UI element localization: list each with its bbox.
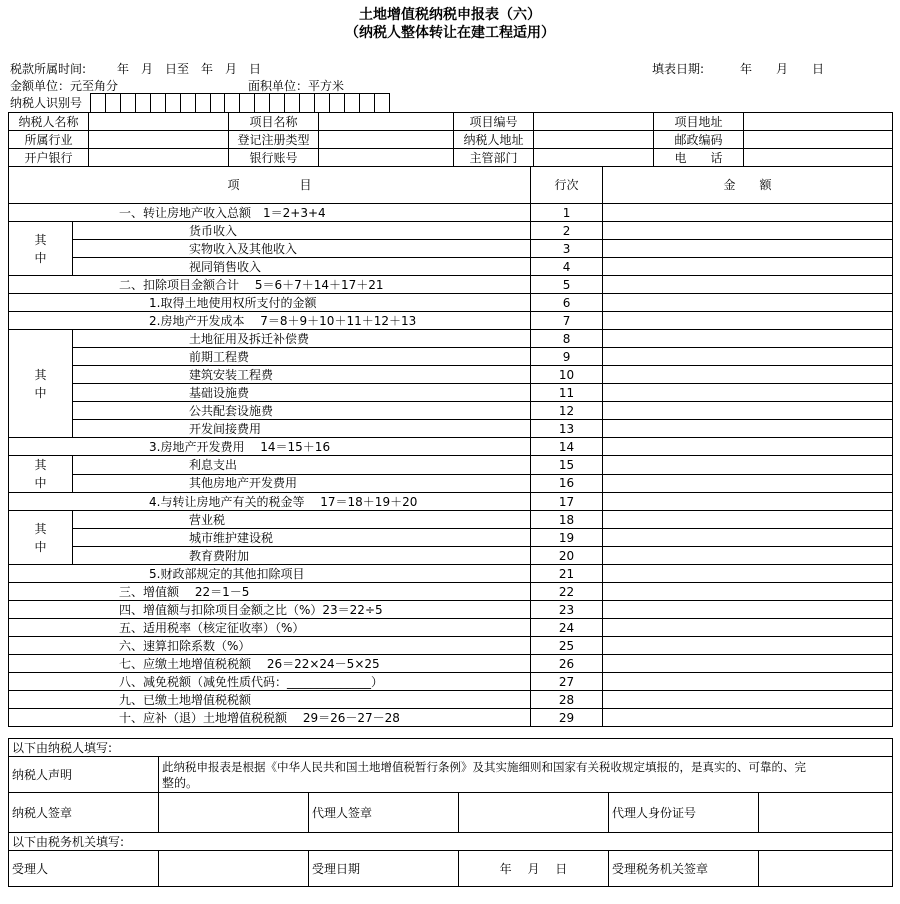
receive-date-field[interactable]: 年 月 日 xyxy=(459,851,609,887)
amount-field[interactable] xyxy=(603,493,893,511)
amount-field[interactable] xyxy=(603,583,893,601)
item-label: 公共配套设施费 xyxy=(73,402,531,420)
declaration-label: 纳税人声明 xyxy=(9,757,159,793)
receiver-label: 受理人 xyxy=(9,851,159,887)
bank-field[interactable] xyxy=(89,149,229,167)
line-number: 28 xyxy=(531,691,603,709)
amount-field[interactable] xyxy=(603,294,893,312)
item-label: 利息支出 xyxy=(73,456,531,475)
registration-type-label: 登记注册类型 xyxy=(229,131,319,149)
item-label: 基础设施费 xyxy=(73,384,531,402)
qizhong-text: 其中 xyxy=(34,521,47,554)
phone-field[interactable] xyxy=(744,149,893,167)
line-number: 25 xyxy=(531,637,603,655)
item-label: 其他房地产开发费用 xyxy=(73,474,531,493)
period-value: 年 月 日至 年 月 日 xyxy=(117,62,262,76)
period-label: 税款所属时间: xyxy=(10,62,87,76)
line-number: 8 xyxy=(531,330,603,348)
amount-field[interactable] xyxy=(603,709,893,727)
header-line-no: 行次 xyxy=(531,167,603,204)
line-number: 21 xyxy=(531,565,603,583)
line-number: 15 xyxy=(531,456,603,475)
registration-type-field[interactable] xyxy=(319,131,454,149)
industry-label: 所属行业 xyxy=(9,131,89,149)
line-number: 2 xyxy=(531,222,603,240)
taxpayer-sign-label: 纳税人签章 xyxy=(9,793,159,833)
bank-account-field[interactable] xyxy=(319,149,454,167)
bank-account-label: 银行账号 xyxy=(229,149,319,167)
authority-field[interactable] xyxy=(534,149,654,167)
taxpayer-fill-note: 以下由纳税人填写: xyxy=(9,739,893,757)
line-number: 17 xyxy=(531,493,603,511)
item-label: 视同销售收入 xyxy=(73,258,531,276)
taxpayer-id-label: 纳税人识别号 xyxy=(10,96,83,110)
agent-sign-field[interactable] xyxy=(459,793,609,833)
item-label: 六、速算扣除系数（%） xyxy=(9,637,531,655)
item-label: 一、转让房地产收入总额 1＝2+3+4 xyxy=(9,204,531,222)
id-digit-box[interactable] xyxy=(374,94,389,113)
taxpayer-name-field[interactable] xyxy=(89,113,229,131)
fill-date-value: 年 月 日 xyxy=(740,62,825,76)
amount-field[interactable] xyxy=(603,511,893,529)
item-label: 前期工程费 xyxy=(73,348,531,366)
item-label: 2.房地产开发成本 7＝8＋9＋10＋11＋12＋13 xyxy=(9,312,531,330)
project-number-field[interactable] xyxy=(534,113,654,131)
amount-field[interactable] xyxy=(603,276,893,294)
line-number: 14 xyxy=(531,438,603,456)
amount-field[interactable] xyxy=(603,529,893,547)
item-label: 城市维护建设税 xyxy=(73,529,531,547)
item-label: 五、适用税率（核定征收率）（%） xyxy=(9,619,531,637)
tax-office-fill-note: 以下由税务机关填写: xyxy=(9,833,893,851)
line-number: 1 xyxy=(531,204,603,222)
item-label: 二、扣除项目金额合计 5＝6＋7＋14＋17＋21 xyxy=(9,276,531,294)
line-number: 9 xyxy=(531,348,603,366)
header-item: 项 目 xyxy=(9,167,531,204)
item-label: 十、应补（退）土地增值税税额 29＝26－27－28 xyxy=(9,709,531,727)
id-digit-box[interactable] xyxy=(150,94,165,113)
item-label: 教育费附加 xyxy=(73,547,531,565)
id-digit-box[interactable] xyxy=(135,94,150,113)
amount-field[interactable] xyxy=(603,565,893,583)
line-number: 26 xyxy=(531,655,603,673)
amount-field[interactable] xyxy=(603,384,893,402)
amount-field[interactable] xyxy=(603,312,893,330)
item-label: 3.房地产开发费用 14＝15＋16 xyxy=(9,438,531,456)
item-label: 营业税 xyxy=(73,511,531,529)
amount-field[interactable] xyxy=(603,366,893,384)
line-number: 12 xyxy=(531,402,603,420)
item-label: 七、应缴土地增值税税额 26＝22×24－5×25 xyxy=(9,655,531,673)
item-label: 四、增值额与扣除项目金额之比（%）23＝22÷5 xyxy=(9,601,531,619)
agent-id-label: 代理人身份证号 xyxy=(609,793,759,833)
amount-field[interactable] xyxy=(603,474,893,493)
line-number: 11 xyxy=(531,384,603,402)
id-digit-box[interactable] xyxy=(91,94,106,113)
id-digit-box[interactable] xyxy=(210,94,225,113)
line-number: 4 xyxy=(531,258,603,276)
receiver-field[interactable] xyxy=(159,851,309,887)
id-digit-box[interactable] xyxy=(300,94,315,113)
id-digit-box[interactable] xyxy=(359,94,374,113)
line-number: 27 xyxy=(531,673,603,691)
taxpayer-address-label: 纳税人地址 xyxy=(454,131,534,149)
id-digit-box[interactable] xyxy=(105,94,120,113)
amount-field[interactable] xyxy=(603,420,893,438)
amount-field[interactable] xyxy=(603,222,893,240)
amount-field[interactable] xyxy=(603,601,893,619)
project-name-label: 项目名称 xyxy=(229,113,319,131)
line-number: 6 xyxy=(531,294,603,312)
line-number: 10 xyxy=(531,366,603,384)
qizhong-text: 其中 xyxy=(34,458,47,490)
id-digit-box[interactable] xyxy=(315,94,330,113)
item-label: 5.财政部规定的其他扣除项目 xyxy=(9,565,531,583)
agent-sign-label: 代理人签章 xyxy=(309,793,459,833)
amount-field[interactable] xyxy=(603,240,893,258)
line-number: 13 xyxy=(531,420,603,438)
amount-field[interactable] xyxy=(603,691,893,709)
office-seal-field[interactable] xyxy=(759,851,893,887)
id-digit-box[interactable] xyxy=(255,94,270,113)
line-number: 20 xyxy=(531,547,603,565)
item-label: 货币收入 xyxy=(73,222,531,240)
item-label: 建筑安装工程费 xyxy=(73,366,531,384)
industry-field[interactable] xyxy=(89,131,229,149)
amount-field[interactable] xyxy=(603,330,893,348)
qizhong-text: 其中 xyxy=(34,232,47,265)
id-digit-box[interactable] xyxy=(285,94,300,113)
amount-field[interactable] xyxy=(603,673,893,691)
signature-table xyxy=(8,738,893,887)
line-number: 3 xyxy=(531,240,603,258)
taxpayer-address-field[interactable] xyxy=(534,131,654,149)
bank-label: 开户银行 xyxy=(9,149,89,167)
id-digit-box[interactable] xyxy=(344,94,359,113)
taxpayer-info-table xyxy=(8,112,893,167)
project-address-label: 项目地址 xyxy=(654,113,744,131)
item-label: 八、减免税额（减免性质代码：______________） xyxy=(9,673,531,691)
item-label: 实物收入及其他收入 xyxy=(73,240,531,258)
item-label: 三、增值额 22＝1－5 xyxy=(9,583,531,601)
id-digit-box[interactable] xyxy=(165,94,180,113)
amount-field[interactable] xyxy=(603,637,893,655)
item-label: 土地征用及拆迁补偿费 xyxy=(73,330,531,348)
line-number: 5 xyxy=(531,276,603,294)
line-number: 16 xyxy=(531,474,603,493)
agent-id-field[interactable] xyxy=(759,793,893,833)
line-number: 29 xyxy=(531,709,603,727)
header-amount: 金 额 xyxy=(603,167,893,204)
item-label: 4.与转让房地产有关的税金等 17＝18＋19＋20 xyxy=(9,493,531,511)
line-number: 19 xyxy=(531,529,603,547)
qizhong-label xyxy=(9,222,73,276)
id-digit-box[interactable] xyxy=(225,94,240,113)
line-number: 7 xyxy=(531,312,603,330)
line-number: 18 xyxy=(531,511,603,529)
declaration-main-table xyxy=(8,166,893,727)
qizhong-label xyxy=(9,456,73,493)
id-digit-box[interactable] xyxy=(180,94,195,113)
project-name-field[interactable] xyxy=(319,113,454,131)
qizhong-label xyxy=(9,330,73,438)
amount-field[interactable] xyxy=(603,348,893,366)
taxpayer-id-grid xyxy=(90,93,390,113)
fill-date-label: 填表日期: xyxy=(652,62,705,76)
id-digit-box[interactable] xyxy=(120,94,135,113)
postal-code-label: 邮政编码 xyxy=(654,131,744,149)
declaration-text xyxy=(159,757,893,793)
line-number: 23 xyxy=(531,601,603,619)
amount-field[interactable] xyxy=(603,655,893,673)
qizhong-text: 其中 xyxy=(34,367,47,400)
taxpayer-sign-field[interactable] xyxy=(159,793,309,833)
id-digit-box[interactable] xyxy=(270,94,285,113)
amount-field[interactable] xyxy=(603,204,893,222)
taxpayer-name-label: 纳税人名称 xyxy=(9,113,89,131)
money-unit: 金额单位：元至角分 xyxy=(10,79,119,93)
id-digit-box[interactable] xyxy=(195,94,210,113)
office-seal-label: 受理税务机关签章 xyxy=(609,851,759,887)
id-digit-box[interactable] xyxy=(330,94,345,113)
postal-code-field[interactable] xyxy=(744,131,893,149)
receive-date-label: 受理日期 xyxy=(309,851,459,887)
line-number: 22 xyxy=(531,583,603,601)
declaration-text-line: 整的。 xyxy=(162,775,199,790)
form-subtitle: （纳税人整体转让在建工程适用） xyxy=(345,25,555,41)
id-digit-box[interactable] xyxy=(240,94,255,113)
declaration-text-line: 此纳税申报表是根据《中华人民共和国土地增值税暂行条例》及其实施细则和国家有关税收规定填报的，是真实的、可靠的、完 xyxy=(162,759,806,774)
project-number-label: 项目编号 xyxy=(454,113,534,131)
amount-field[interactable] xyxy=(603,456,893,475)
form-title: 土地增值税纳税申报表（六） xyxy=(359,7,541,23)
area-unit: 面积单位：平方米 xyxy=(248,79,345,93)
amount-field[interactable] xyxy=(603,402,893,420)
authority-label: 主管部门 xyxy=(454,149,534,167)
project-address-field[interactable] xyxy=(744,113,893,131)
item-label: 1.取得土地使用权所支付的金额 xyxy=(9,294,531,312)
amount-field[interactable] xyxy=(603,438,893,456)
item-label: 九、已缴土地增值税税额 xyxy=(9,691,531,709)
amount-field[interactable] xyxy=(603,258,893,276)
line-number: 24 xyxy=(531,619,603,637)
phone-label: 电 话 xyxy=(654,149,744,167)
item-label: 开发间接费用 xyxy=(73,420,531,438)
amount-field[interactable] xyxy=(603,547,893,565)
qizhong-label xyxy=(9,511,73,565)
amount-field[interactable] xyxy=(603,619,893,637)
